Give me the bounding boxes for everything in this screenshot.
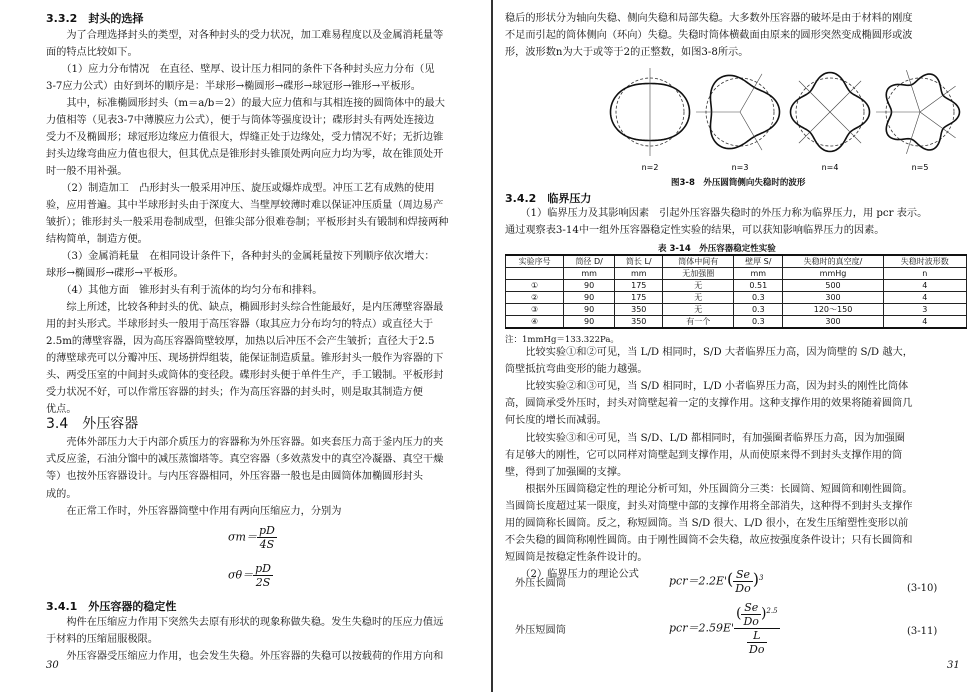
node-line	[906, 112, 920, 154]
table-header-cell: mmHg	[783, 268, 883, 280]
text-line: 球形→椭圆形→碟形→平板形。	[46, 268, 184, 279]
table-cell: 0.3	[734, 316, 783, 329]
table-cell: ④	[506, 316, 564, 329]
text-line: 外压容器受压缩应力作用，也会发生失稳。外压容器的失稳可以按载荷的作用方向和	[46, 651, 444, 662]
text-line: 时一般不用补强。	[46, 166, 128, 177]
right-page	[493, 0, 980, 692]
text-line: （2）制造加工 凸形封头一般采用冲压、旋压或爆炸成型。冲压工艺有成熟的使用	[46, 183, 435, 194]
table-cell: 175	[615, 280, 663, 292]
heading-3-3-2: 3.3.2 封头的选择	[46, 12, 144, 25]
eq-number-3-11: (3-11)	[907, 626, 938, 637]
table-cell: 0.51	[734, 280, 783, 292]
figure-label-n3: n=3	[731, 163, 749, 172]
table-cell: 有一个	[663, 316, 734, 329]
text-line: 比较实验③和④可见，当 S/D、L/D 都相同时，有加强圈者临界压力高，因为加强圈	[505, 432, 905, 444]
text-line: 其中，标准椭圆形封头（m＝a/b＝2）的最大应力值和与其相连接的圆筒体中的最大	[46, 98, 445, 109]
table-header-cell: 失稳时波形数	[883, 255, 966, 268]
text-line: 壁，得到了加强圈的支撑。	[505, 466, 628, 478]
table-header-cell: 实验序号	[506, 255, 564, 268]
text-line: 3-7应力公式）由好到坏的顺序是：半球形→椭圆形→碟形→球冠形→锥形→平板形。	[46, 81, 421, 92]
table-cell: 4	[883, 292, 966, 304]
text-line: 受力状况不好，可以作常压容器的封头；作为高压容器的封头时，则是取其制造方便	[46, 387, 423, 398]
text-line: 通过观察表3-14中一组外压容器稳定性实验的结果，可以获知影响临界压力的因素。	[505, 225, 885, 236]
table-cell: 500	[783, 280, 883, 292]
text-line: 短圆筒是按稳定性条件设计的。	[505, 552, 648, 564]
table-cell: 无	[663, 304, 734, 316]
figure-label-n5: n=5	[911, 163, 929, 172]
table-cell: 350	[615, 304, 663, 316]
text-line: 皱折）；锥形封头一般采用卷制成型，但锥尖部分很难卷制；平板形封头有锻制和焊接两种	[46, 217, 449, 228]
table-header-cell: 筒径 D/	[564, 255, 615, 268]
text-line: 高，圆筒承受外压时，封头对筒壁起着一定的支撑作用。这种支撑作用的效果将随着圆筒几	[505, 398, 913, 410]
table-header-cell: mm	[734, 268, 783, 280]
text-line: 构件在压缩应力作用下突然失去原有形状的现象称做失稳。发生失稳时的压应力值远	[46, 617, 444, 628]
table-header-row	[506, 255, 967, 268]
table-header-cell: 无加强圈	[663, 268, 734, 280]
text-line: 受力不及椭圆形；球冠形边缘应力值很大，焊缝正处于边缘处，受力情况不好；无折边锥	[46, 132, 444, 143]
text-line: 不足而引起的筒体侧向（环向）失稳。失稳时筒体横截面由原来的圆形突然变成椭圆形或波	[505, 30, 913, 41]
text-line: 的薄壁球壳可以分瓣冲压、现场拼焊组装，能保证制造质量。锥形封头一般作为容器的下	[46, 353, 444, 364]
text-line: 稳后的形状分为轴向失稳、侧向失稳和局部失稳。大多数外压容器的破坏是由于材料的刚度	[505, 13, 913, 24]
eq-short-cylinder: pcr＝2.59E' ( $\frac{Se}{Do}$ )$^{2.5}$ $\frac{L}{Do}$	[669, 601, 778, 656]
table-cell: 90	[564, 280, 615, 292]
text-line: 筒壁抵抗弯曲变形的能力越强。	[505, 364, 648, 376]
text-line: 头、两受压室的中间封头或筒体的变径段。碟形封头便于单件生产，手工锻制。平板形封	[46, 370, 444, 381]
text-line: 在正常工作时，外压容器筒壁中作用有两向压缩应力，分别为	[46, 505, 342, 517]
table-header-cell	[506, 268, 564, 280]
table-row	[506, 280, 967, 292]
text-line: 面的特点比较如下。	[46, 47, 138, 58]
eq-long-label: 外压长圆筒	[515, 578, 566, 589]
text-line: 验，应用普遍。其中半球形封头由于深度大、当壁厚较薄时难以保证冲压质量（周边易产	[46, 200, 444, 211]
page-number-left: 30	[46, 660, 59, 671]
table-cell: 175	[615, 292, 663, 304]
text-line: 为了合理选择封头的类型，对各种封头的受力状况，加工难易程度以及金属消耗量等	[46, 30, 444, 41]
table-row	[506, 304, 967, 316]
table-cell: 120～150	[783, 304, 883, 316]
text-line: 用的封头形式。半球形封头一般用于高压容器（取其应力分布均匀的特点）或直径大于	[46, 319, 434, 330]
table-cell: 无	[663, 292, 734, 304]
text-line: 何长度的增长而减弱。	[505, 415, 607, 427]
table-header-cell: n	[883, 268, 966, 280]
table-cell: 4	[883, 280, 966, 292]
text-line: （3）金属消耗量 在相同设计条件下，各种封头的金属耗量按下列顺序依次增大：	[46, 251, 435, 262]
table-cell: 90	[564, 316, 615, 329]
table-row	[506, 316, 967, 329]
table-cell: 350	[615, 316, 663, 329]
text-line: 成的。	[46, 488, 77, 500]
text-line: 力值相等（见表3-7中薄膜应力公式），便于与筒体等强度设计；碟形封头有两处连接边	[46, 115, 435, 126]
figure-3-8	[605, 64, 965, 174]
table-header-cell: 失稳时的真空度/	[783, 255, 883, 268]
eq-number-3-10: (3-10)	[907, 583, 938, 594]
table-cell: 90	[564, 304, 615, 316]
text-line: 比较实验①和②可见，当 L/D 相同时，S/D 大者临界压力高，因为筒壁的 S/D 越大，	[505, 347, 913, 358]
text-line: 有足够大的刚性，它可以同样对筒壁起到支撑作用，从而使原来得不到封头支撑作用的筒	[505, 449, 903, 461]
text-line: 等）也按外压容器设计。与内压容器相同，外压容器一般也是由圆筒体加椭圆形封头	[46, 471, 423, 483]
eq-long-cylinder: pcr＝2.2E'( $\frac{Se}{Do}$ )$^3$	[669, 568, 764, 595]
text-line: 综上所述，比较各种封头的优、缺点，椭圆形封头综合性能最好，是内压薄壁容器最	[46, 302, 444, 313]
figure-label-n4: n=4	[821, 163, 839, 172]
table-cell: 90	[564, 292, 615, 304]
node-line	[920, 112, 956, 138]
table-row	[506, 292, 967, 304]
text-line: （1）临界压力及其影响因素 引起外压容器失稳时的外压力称为临界压力，用 pcr 表示。	[505, 208, 928, 219]
table-header-cell: 筒体中间有	[663, 255, 734, 268]
text-line: 结构简单，制造方便。	[46, 234, 148, 245]
table-cell: 4	[883, 316, 966, 329]
text-line: 不会失稳的圆筒称刚性圆筒。由于刚性圆筒不会失稳，故应按强度条件设计；只有长圆筒和	[505, 535, 913, 547]
text-line: 优点。	[46, 404, 77, 415]
text-line: 比较实验②和③可见，当 S/D 相同时，L/D 小者临界压力高，因为封头的刚性比筒体	[505, 381, 909, 393]
table-cell: 3	[883, 304, 966, 316]
table-header-row	[506, 268, 967, 280]
table-cell: ②	[506, 292, 564, 304]
figure-caption: 图3-8 外压圆筒侧向失稳时的波形	[671, 178, 806, 188]
text-line: 壳体外部压力大于内部介质压力的容器称为外压容器。如夹套压力高于釜内压力的夹	[46, 437, 444, 448]
node-line	[906, 70, 920, 112]
figure-label-n2: n=2	[641, 163, 659, 172]
node-line	[920, 86, 956, 112]
table-header-cell: mm	[564, 268, 615, 280]
table-cell: 无	[663, 280, 734, 292]
heading-3-4-1: 3.4.1 外压容器的稳定性	[46, 600, 177, 613]
text-line: 当圆筒长度超过某一限度，封头对筒壁中部的支撑作用将全部消失，这种得不到封头支撑作	[505, 500, 913, 512]
table-cell: 0.3	[734, 304, 783, 316]
table-header-cell: 筒长 L/	[615, 255, 663, 268]
text-line: （2）临界压力的理论公式	[505, 569, 639, 581]
table-header-cell: mm	[615, 268, 663, 280]
table-caption: 表 3-14 外压容器稳定性实验	[658, 244, 776, 254]
heading-3-4-2: 3.4.2 临界压力	[505, 192, 592, 205]
table-cell: ①	[506, 280, 564, 292]
text-line: 形，波形数n为大于或等于2的正整数，如图3-8所示。	[505, 47, 749, 58]
text-line: 式反应釜，石油分馏中的减压蒸馏塔等。真空容器（多效蒸发中的真空冷凝器、真空干燥	[46, 454, 444, 466]
table-cell: 0.3	[734, 292, 783, 304]
table-cell: 300	[783, 316, 883, 329]
eq-short-label: 外压短圆筒	[515, 625, 566, 636]
text-line: 封头边缘弯曲应力值也很大，但其优点是锥形封头锥顶处两向应力均为零，故在锥顶处开	[46, 149, 444, 160]
formula-sigma-m: σm＝ $\frac{pD}{4S}$	[228, 524, 275, 551]
table-cell: ③	[506, 304, 564, 316]
table-header-cell: 壁厚 S/	[734, 255, 783, 268]
text-line: （4）其他方面 锥形封头有利于流体的均匀分布和排料。	[46, 285, 323, 296]
text-line: 2.5m的薄壁容器，因为高压容器筒壁较厚，加热以后冲压不会产生皱折；直径大于2.5	[46, 336, 435, 347]
table-note: 注：1mmHg＝133.322Pa。	[505, 335, 619, 345]
text-line: （1）应力分布情况 在直径、壁厚、设计压力相同的条件下各种封头应力分布（见	[46, 64, 435, 75]
formula-sigma-theta: σθ＝ $\frac{pD}{2S}$	[228, 562, 272, 589]
table-cell: 300	[783, 292, 883, 304]
text-line: 用的圆筒称长圆筒。反之，称短圆筒。当 S/D 很大、L/D 很小，在发生压缩塑性变形以前	[505, 518, 909, 529]
page-number-right: 31	[947, 660, 960, 671]
heading-3-4: 3.4 外压容器	[46, 416, 139, 432]
stability-table	[505, 254, 967, 329]
text-line: 根据外压圆筒稳定性的理论分析可知，外压圆筒分三类：长圆筒、短圆筒和刚性圆筒。	[505, 483, 913, 495]
text-line: 于材料的压缩屈服极限。	[46, 634, 159, 645]
